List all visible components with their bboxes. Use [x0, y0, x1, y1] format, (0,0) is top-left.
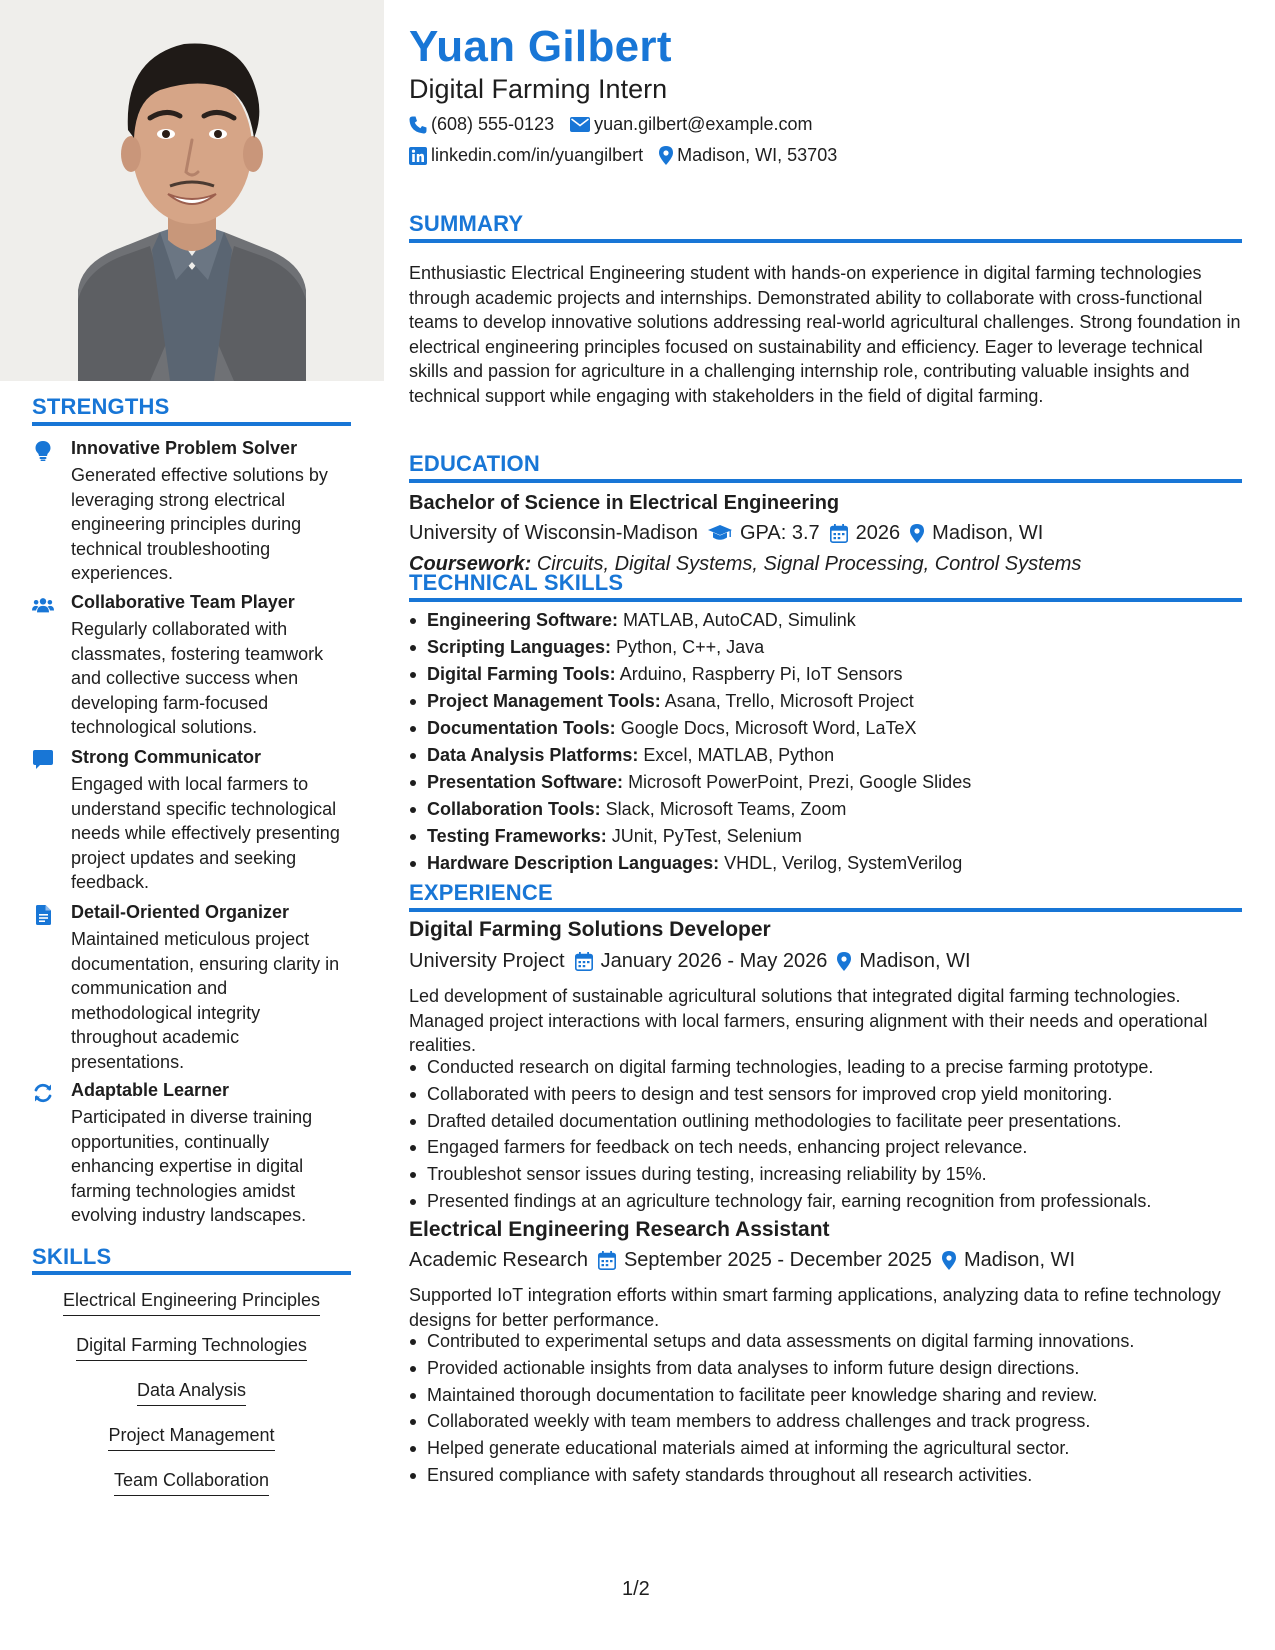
job-description: Led development of sustainable agricultural solutions that integrated digital farming technologies. Managed project interactions with local farmers, ensuring alignment with their needs and operational realities.: [409, 986, 1208, 1055]
calendar-icon: [598, 1251, 616, 1270]
job-bullet: Contributed to experimental setups and data assessments on digital farming innovations.: [427, 1328, 1242, 1355]
skill-tag-label: Data Analysis: [137, 1380, 246, 1406]
education-meta: [409, 522, 1043, 545]
linkedin-url[interactable]: linkedin.com/in/yuangilbert: [431, 145, 644, 165]
school-name: University of Wisconsin-Madison: [409, 522, 698, 544]
strength-description: Generated effective solutions by leveraging strong electrical engineering principles during technical troubleshooting experiences.: [71, 465, 328, 583]
coursework-label: Coursework:: [409, 553, 532, 575]
job-organization: University Project: [409, 950, 565, 972]
portrait-illustration: [0, 0, 384, 381]
strength-item: [32, 438, 352, 583]
strength-description: Participated in diverse training opportunities, continually enhancing expertise in digital farming technologies amidst evolving industry landscapes.: [71, 1107, 313, 1225]
skill-tag-label: Project Management: [108, 1425, 274, 1451]
skill-tag: [32, 1335, 351, 1361]
strength-title: Collaborative Team Player: [71, 592, 295, 612]
document-icon: [32, 904, 54, 926]
degree-title: Bachelor of Science in Electrical Engineering: [409, 492, 840, 514]
contact-line-2: [409, 145, 837, 166]
education-divider: [409, 479, 1242, 483]
skills-heading: SKILLS: [32, 1244, 112, 1269]
strengths-heading: STRENGTHS: [32, 394, 170, 419]
summary-heading: SUMMARY: [409, 211, 524, 236]
technical-skill-item: Testing Frameworks: JUnit, PyTest, Selenium: [427, 823, 1242, 850]
location-pin-icon: [942, 1251, 956, 1270]
calendar-icon: [575, 952, 593, 971]
location-pin-icon: [837, 952, 851, 971]
users-icon: [32, 594, 54, 616]
job-bullet: Troubleshot sensor issues during testing, increasing reliability by 15%.: [427, 1161, 1242, 1188]
skill-tag-label: Team Collaboration: [114, 1470, 269, 1496]
technical-skill-item: Data Analysis Platforms: Excel, MATLAB, Python: [427, 742, 1242, 769]
job-bullet: Conducted research on digital farming technologies, leading to a precise farming prototype.: [427, 1054, 1242, 1081]
candidate-role: Digital Farming Intern: [409, 74, 668, 104]
email-icon: [570, 117, 590, 132]
strength-title: Innovative Problem Solver: [71, 438, 298, 458]
skill-tag: [32, 1425, 351, 1451]
job-bullet: Presented findings at an agriculture technology fair, earning recognition from professionals.: [427, 1188, 1242, 1215]
strengths-divider: [32, 422, 351, 426]
summary-divider: [409, 239, 1242, 243]
strength-item: [32, 902, 352, 1072]
technical-skill-item: Project Management Tools: Asana, Trello, Microsoft Project: [427, 688, 1242, 715]
job-bullets: [427, 1328, 1242, 1489]
phone-icon: [409, 116, 427, 134]
job-bullet: Collaborated weekly with team members to address challenges and track progress.: [427, 1408, 1242, 1435]
skill-tag: [32, 1380, 351, 1406]
job-title: Digital Farming Solutions Developer: [409, 918, 771, 941]
skills-divider: [32, 1271, 351, 1275]
lightbulb-icon: [32, 440, 54, 462]
strength-item: [32, 592, 352, 737]
technical-skill-item: Digital Farming Tools: Arduino, Raspberry Pi, IoT Sensors: [427, 661, 1242, 688]
technical-skill-item: Engineering Software: MATLAB, AutoCAD, Simulink: [427, 607, 1242, 634]
location-pin-icon: [910, 524, 924, 543]
skill-tag: [32, 1290, 351, 1316]
technical-skill-item: Hardware Description Languages: VHDL, Verilog, SystemVerilog: [427, 850, 1242, 877]
location-pin-icon: [659, 146, 673, 165]
job-bullet: Ensured compliance with safety standards throughout all research activities.: [427, 1462, 1242, 1489]
strength-item: [32, 747, 352, 892]
gpa-value: GPA: 3.7: [739, 522, 820, 544]
calendar-icon: [830, 524, 848, 543]
job-bullet: Collaborated with peers to design and test sensors for improved crop yield monitoring.: [427, 1081, 1242, 1108]
candidate-location: Madison, WI, 53703: [677, 145, 838, 165]
summary-text: Enthusiastic Electrical Engineering student with hands-on experience in digital farming technologies through academic projects and internships. Demonstrated ability to collaborate with cross-functional teams to develop innovative solutions addressing real-world agricultural challenges. Strong foundation in electrical engineering principles focused on sustainability and efficiency. Eager to leverage technical skills and passion for agriculture in a challenging internship role, contributing valuable insights and technical support while engaging with stakeholders in the field of digital farming.: [409, 263, 1241, 406]
experience-heading: EXPERIENCE: [409, 880, 553, 905]
technical-skill-item: Presentation Software: Microsoft PowerPoint, Prezi, Google Slides: [427, 769, 1242, 796]
job-organization: Academic Research: [409, 1249, 588, 1271]
job-bullet: Helped generate educational materials aimed at informing the agricultural sector.: [427, 1435, 1242, 1462]
phone-number[interactable]: (608) 555-0123: [431, 114, 555, 134]
technical-skill-item: Documentation Tools: Google Docs, Microsoft Word, LaTeX: [427, 715, 1242, 742]
candidate-name: Yuan Gilbert: [409, 22, 672, 71]
profile-photo: [0, 0, 384, 381]
skill-tag-label: Electrical Engineering Principles: [63, 1290, 320, 1316]
job-location: Madison, WI: [859, 950, 971, 972]
technical-skill-item: Collaboration Tools: Slack, Microsoft Teams, Zoom: [427, 796, 1242, 823]
job-title: Electrical Engineering Research Assistant: [409, 1218, 830, 1241]
technical-skills-divider: [409, 598, 1242, 602]
job-description: Supported IoT integration efforts within smart farming applications, analyzing data to refine technology designs for better performance.: [409, 1285, 1221, 1330]
job-bullet: Engaged farmers for feedback on tech needs, enhancing project relevance.: [427, 1134, 1242, 1161]
job-bullets: [427, 1054, 1242, 1215]
coursework-list: Circuits, Digital Systems, Signal Processing, Control Systems: [536, 553, 1082, 575]
job-dates: September 2025 - December 2025: [623, 1249, 932, 1271]
refresh-icon: [32, 1082, 54, 1104]
job-meta: [409, 950, 971, 973]
skill-tag: [32, 1470, 351, 1496]
job-dates: January 2026 - May 2026: [600, 950, 828, 972]
job-bullet: Drafted detailed documentation outlining methodologies to facilitate peer presentations.: [427, 1108, 1242, 1135]
strength-description: Maintained meticulous project documentation, ensuring clarity in communication and methodological integrity throughout academic presentations.: [71, 929, 340, 1072]
email-address[interactable]: yuan.gilbert@example.com: [594, 114, 813, 134]
school-location: Madison, WI: [932, 522, 1044, 544]
education-heading: EDUCATION: [409, 451, 540, 476]
strength-description: Engaged with local farmers to understand specific technological needs while effectively presenting project updates and seeking feedback.: [71, 774, 340, 892]
technical-skills-list: [427, 607, 1242, 877]
skill-tag-label: Digital Farming Technologies: [76, 1335, 307, 1361]
left-column: [0, 0, 384, 1650]
job-location: Madison, WI: [963, 1249, 1076, 1271]
strength-description: Regularly collaborated with classmates, fostering teamwork and collective success when developing farm-focused technological solutions.: [71, 619, 324, 737]
technical-skill-item: Scripting Languages: Python, C++, Java: [427, 634, 1242, 661]
strength-title: Detail-Oriented Organizer: [71, 902, 290, 922]
graduation-year: 2026: [855, 522, 901, 544]
contact-line-1: [409, 114, 812, 135]
linkedin-icon: [409, 147, 427, 165]
strength-title: Strong Communicator: [71, 747, 262, 767]
chat-bubble-icon: [32, 749, 54, 771]
experience-divider: [409, 908, 1242, 912]
strength-title: Adaptable Learner: [71, 1080, 230, 1100]
job-meta: [409, 1249, 1075, 1272]
page-number: 1/2: [622, 1578, 650, 1600]
job-bullet: Maintained thorough documentation to facilitate peer knowledge sharing and review.: [427, 1382, 1242, 1409]
strength-item: [32, 1080, 352, 1225]
job-bullet: Provided actionable insights from data analyses to inform future design directions.: [427, 1355, 1242, 1382]
technical-skills-heading: TECHNICAL SKILLS: [409, 570, 624, 595]
graduation-cap-icon: [708, 525, 732, 542]
